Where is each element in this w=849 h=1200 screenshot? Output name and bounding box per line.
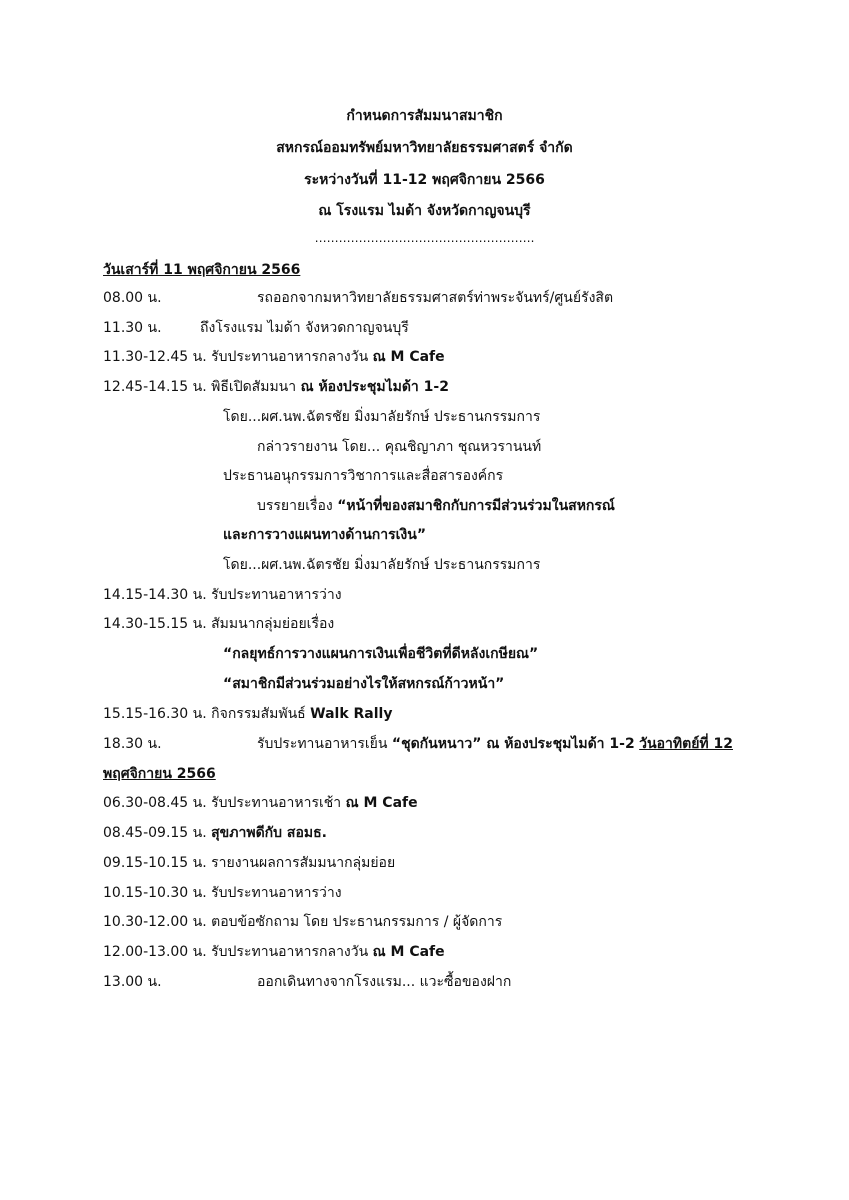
- opening-reporter-title: ประธานอนุกรรมการวิชาการและสื่อสารองค์กร: [223, 468, 504, 484]
- schedule-row: [103, 942, 445, 962]
- row-time: 12.45-14.15 น.: [103, 379, 207, 395]
- doc-title: กำหนดการสัมมนาสมาชิก: [346, 108, 503, 124]
- row-location: ณ M Cafe: [372, 349, 445, 365]
- day2-heading-start: วันอาทิตย์ที่ 12: [639, 736, 733, 752]
- workshop-topic-2: “สมาชิกมีส่วนร่วมอย่างไรให้สหกรณ์ก้าวหน้า”: [223, 676, 505, 692]
- schedule-row: [103, 793, 418, 813]
- row-time: 06.30-08.45 น.: [103, 795, 207, 811]
- doc-venue: ณ โรงแรม ไมด้า จังหวัดกาญจนบุรี: [318, 203, 531, 219]
- row-text: ถึงโรงแรม ไมด้า จังหวดกาญจนบุรี: [200, 320, 409, 336]
- row-text: สุขภาพดีกับ สอมธ.: [211, 825, 327, 841]
- row-text: รายงานผลการสัมมนากลุ่มย่อย: [211, 855, 396, 871]
- row-time: 09.15-10.15 น.: [103, 855, 207, 871]
- row-text: สัมมนากลุ่มย่อยเรื่อง: [211, 616, 335, 632]
- row-time: 08.45-09.15 น.: [103, 825, 207, 841]
- row-text: กิจกรรมสัมพันธ์: [211, 706, 306, 722]
- workshop-topic-1: “กลยุทธ์การวางแผนการเงินเพื่อชีวิตที่ดีหลังเกษียณ”: [223, 646, 539, 662]
- row-location: ณ M Cafe: [345, 795, 418, 811]
- row-time: 11.30-12.45 น.: [103, 349, 207, 365]
- row-text: พิธีเปิดสัมมนา: [211, 379, 297, 395]
- lecture-label: บรรยายเรื่อง: [257, 498, 333, 514]
- row-time: 11.30 น.: [103, 320, 162, 336]
- row-time: 15.15-16.30 น.: [103, 706, 207, 722]
- doc-org: สหกรณ์ออมทรัพย์มหาวิทยาลัยธรรมศาสตร์ จำกัด: [276, 140, 573, 156]
- row-text: รับประทานอาหารเย็น: [257, 736, 388, 752]
- divider: ……………………………………………….: [314, 231, 535, 245]
- opening-report: กล่าวรายงาน โดย... คุณชิญาภา ชุณหวรานนท์: [257, 439, 542, 455]
- day1-heading: วันเสาร์ที่ 11 พฤศจิกายน 2566: [103, 262, 301, 278]
- row-text: รับประทานอาหารกลางวัน: [211, 944, 369, 960]
- row-time: 10.15-10.30 น.: [103, 885, 207, 901]
- opening-chair: โดย...ผศ.นพ.ฉัตรชัย มิ่งมาลัยรักษ์ ประธานกรรมการ: [223, 409, 541, 425]
- row-location: ณ M Cafe: [372, 944, 445, 960]
- row-text: ออกเดินทางจากโรงแรม... แวะซื้อของฝาก: [257, 974, 512, 990]
- schedule-row: [103, 883, 342, 903]
- row-text: รับประทานอาหารกลางวัน: [211, 349, 369, 365]
- row-time: 08.00 น.: [103, 290, 162, 306]
- row-activity: Walk Rally: [310, 706, 393, 722]
- lecture-topic: “หน้าที่ของสมาชิกกับการมีส่วนร่วมในสหกรณ์: [337, 498, 615, 514]
- row-text: รับประทานอาหารว่าง: [211, 885, 342, 901]
- lecturer: โดย...ผศ.นพ.ฉัตรชัย มิ่งมาลัยรักษ์ ประธานกรรมการ: [223, 557, 541, 573]
- row-location: ณ ห้องประชุมไมด้า 1-2: [300, 379, 449, 395]
- row-time: 10.30-12.00 น.: [103, 914, 207, 930]
- row-time: 12.00-13.00 น.: [103, 944, 207, 960]
- row-text: รับประทานอาหารเช้า: [211, 795, 342, 811]
- doc-dates: ระหว่างวันที่ 11-12 พฤศจิกายน 2566: [304, 172, 545, 188]
- schedule-row: [103, 347, 445, 367]
- schedule-row: [103, 823, 327, 843]
- row-time: 18.30 น.: [103, 736, 162, 752]
- schedule-row: [103, 585, 342, 605]
- row-text: รถออกจากมหาวิทยาลัยธรรมศาสตร์ท่าพระจันทร์/ศูนย์รังสิต: [257, 290, 614, 306]
- schedule-row: [103, 912, 502, 932]
- row-time: 14.30-15.15 น.: [103, 616, 207, 632]
- row-text: รับประทานอาหารว่าง: [211, 587, 342, 603]
- lecture-title: [257, 496, 615, 516]
- day2-heading-end: พฤศจิกายน 2566: [103, 766, 216, 782]
- row-time: 14.15-14.30 น.: [103, 587, 207, 603]
- row-text: ตอบข้อซักถาม โดย ประธานกรรมการ / ผู้จัดการ: [211, 914, 503, 930]
- row-text-group: [257, 734, 733, 754]
- row-time: 13.00 น.: [103, 974, 162, 990]
- schedule-row: [103, 704, 392, 724]
- schedule-row: [103, 614, 334, 634]
- lecture-topic-cont: และการวางแผนทางด้านการเงิน”: [223, 527, 427, 543]
- schedule-row: [103, 853, 395, 873]
- schedule-row: [103, 377, 449, 397]
- row-location: “ชุดกันหนาว” ณ ห้องประชุมไมด้า 1-2: [391, 736, 635, 752]
